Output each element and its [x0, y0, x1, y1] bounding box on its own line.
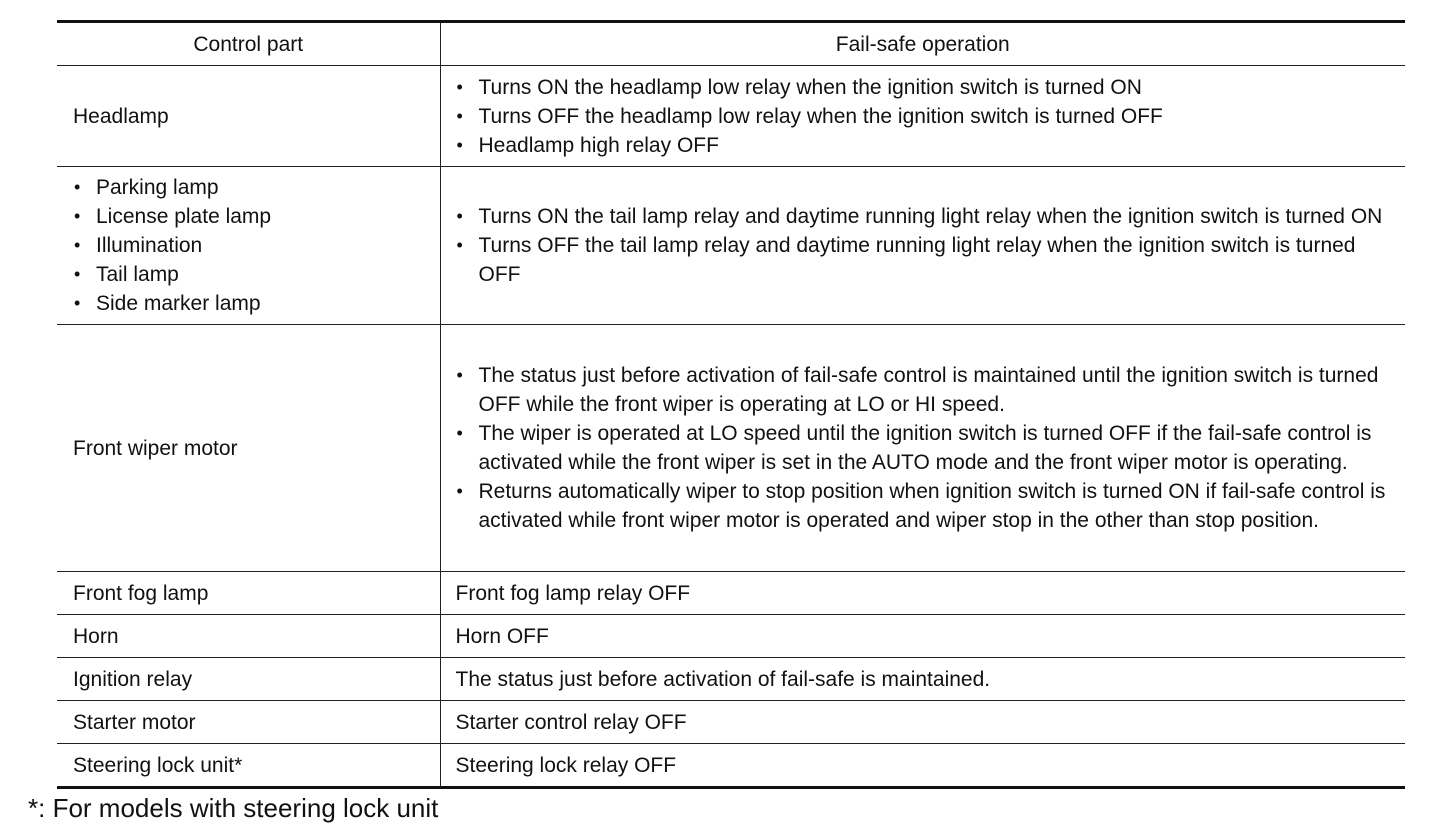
table-row: [57, 572, 1405, 615]
header-control-part: Control part: [57, 22, 440, 66]
table-row: [57, 615, 1405, 658]
control-part-cell: Front wiper motor: [57, 325, 440, 572]
table-row: [57, 167, 1405, 325]
operation-list: [456, 73, 1396, 160]
control-part-cell: Starter motor: [57, 701, 440, 744]
operation-item: • Turns ON the tail lamp relay and daytime running light relay when the ignition switch is turned ON: [456, 202, 1396, 231]
table-row: [57, 744, 1405, 788]
operation-item: • Returns automatically wiper to stop position when ignition switch is turned ON if fail-safe control is activated while front wiper motor is operated and wiper stop in the other than stop position.: [456, 477, 1396, 535]
operation-item: • Turns OFF the headlamp low relay when the ignition switch is turned OFF: [456, 102, 1396, 131]
table-row: [57, 66, 1405, 167]
operation-item: • Turns ON the headlamp low relay when the ignition switch is turned ON: [456, 73, 1396, 102]
control-part-cell: [57, 167, 440, 325]
operation-list: [456, 202, 1396, 289]
failsafe-table-container: [57, 20, 1405, 789]
control-part-item: • Parking lamp: [73, 173, 440, 202]
failsafe-operation-cell: Steering lock relay OFF: [440, 744, 1405, 788]
operation-item: • Turns OFF the tail lamp relay and daytime running light relay when the ignition switch is turned OFF: [456, 231, 1396, 289]
operation-item: • The wiper is operated at LO speed until the ignition switch is turned OFF if the fail-safe control is activated while the front wiper is set in the AUTO mode and the front wiper motor is operating.: [456, 419, 1396, 477]
operation-item: • Headlamp high relay OFF: [456, 131, 1396, 160]
failsafe-operation-cell: Starter control relay OFF: [440, 701, 1405, 744]
failsafe-operation-cell: Front fog lamp relay OFF: [440, 572, 1405, 615]
control-part-list: [73, 173, 440, 318]
footnote: *: For models with steering lock unit: [28, 793, 439, 823]
control-part-cell: Front fog lamp: [57, 572, 440, 615]
table-row: [57, 658, 1405, 701]
failsafe-operation-cell: Horn OFF: [440, 615, 1405, 658]
table-header-row: [57, 22, 1405, 66]
operation-list: [456, 361, 1396, 535]
control-part-cell: Ignition relay: [57, 658, 440, 701]
failsafe-table: [57, 20, 1405, 789]
control-part-item: • Illumination: [73, 231, 440, 260]
table-row: [57, 701, 1405, 744]
operation-item: • The status just before activation of fail-safe control is maintained until the ignition switch is turned OFF while the front wiper is operating at LO or HI speed.: [456, 361, 1396, 419]
control-part-cell: Horn: [57, 615, 440, 658]
header-failsafe-operation: Fail-safe operation: [440, 22, 1405, 66]
table-row: [57, 325, 1405, 572]
failsafe-operation-cell: [440, 325, 1405, 572]
control-part-cell: Headlamp: [57, 66, 440, 167]
control-part-item: • License plate lamp: [73, 202, 440, 231]
failsafe-operation-cell: [440, 167, 1405, 325]
failsafe-operation-cell: The status just before activation of fail-safe is maintained.: [440, 658, 1405, 701]
control-part-cell: Steering lock unit*: [57, 744, 440, 788]
failsafe-operation-cell: [440, 66, 1405, 167]
control-part-item: • Tail lamp: [73, 260, 440, 289]
control-part-item: • Side marker lamp: [73, 289, 440, 318]
